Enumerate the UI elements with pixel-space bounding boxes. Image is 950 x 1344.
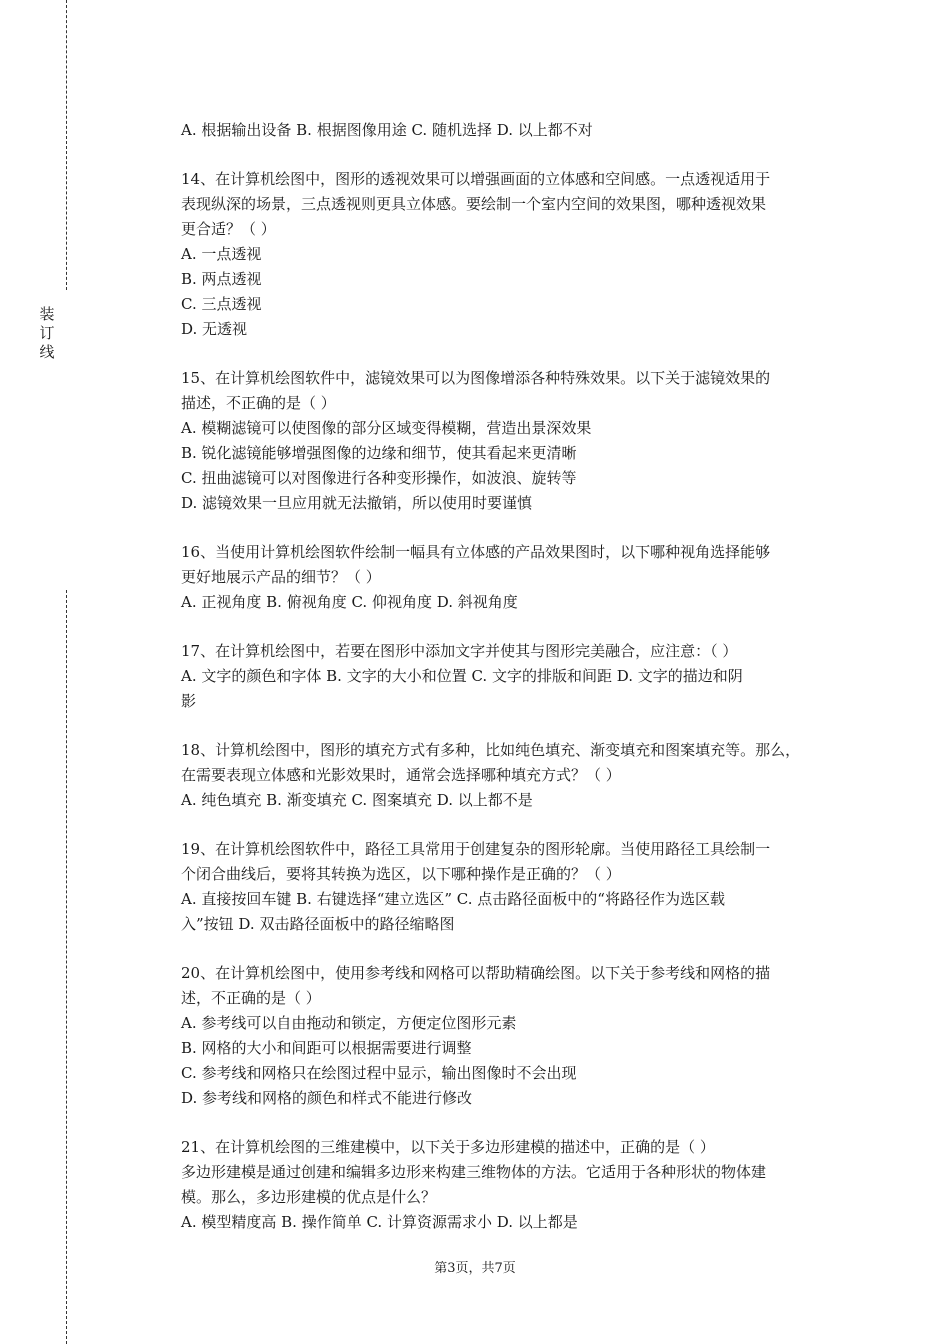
question-line: 17、在计算机绘图中，若要在图形中添加文字并使其与图形完美融合，应注意：（ ） (181, 642, 738, 660)
question-line: A. 正视角度 B. 俯视角度 C. 仰视角度 D. 斜视角度 (181, 593, 518, 611)
question-block (181, 118, 841, 143)
question-block (181, 837, 841, 937)
question-line: C. 参考线和网格只在绘图过程中显示，输出图像时不会出现 (181, 1064, 577, 1082)
question-line: A. 一点透视 (181, 245, 262, 263)
question-block (181, 540, 841, 615)
question-line: A. 根据输出设备 B. 根据图像用途 C. 随机选择 D. 以上都不对 (181, 121, 593, 139)
question-line: A. 模型精度高 B. 操作简单 C. 计算资源需求小 D. 以上都是 (181, 1213, 578, 1231)
question-line: C. 扭曲滤镜可以对图像进行各种变形操作，如波浪、旋转等 (181, 469, 577, 487)
question-line: 入”按钮 D. 双击路径面板中的路径缩略图 (181, 915, 455, 933)
question-line: A. 文字的颜色和字体 B. 文字的大小和位置 C. 文字的排版和间距 D. 文字的描边和阴 (181, 667, 743, 685)
binding-line-top (66, 0, 67, 290)
page-footer: 第3页，共7页 (434, 1261, 516, 1276)
question-block (181, 167, 841, 342)
question-line: 14、在计算机绘图中，图形的透视效果可以增强画面的立体感和空间感。一点透视适用于 (181, 170, 771, 188)
question-line: 描述，不正确的是（ ） (181, 394, 336, 412)
question-line: B. 网格的大小和间距可以根据需要进行调整 (181, 1039, 472, 1057)
question-line: 16、当使用计算机绘图软件绘制一幅具有立体感的产品效果图时，以下哪种视角选择能够 (181, 543, 771, 561)
question-line: A. 模糊滤镜可以使图像的部分区域变得模糊，营造出景深效果 (181, 419, 592, 437)
question-line: D. 滤镜效果一旦应用就无法撤销，所以使用时要谨慎 (181, 494, 533, 512)
question-line: A. 参考线可以自由拖动和锁定，方便定位图形元素 (181, 1014, 517, 1032)
question-line: 多边形建模是通过创建和编辑多边形来构建三维物体的方法。它适用于各种形状的物体建 (181, 1163, 767, 1181)
question-line: 述，不正确的是（ ） (181, 989, 321, 1007)
question-block (181, 639, 841, 714)
question-line: D. 无透视 (181, 320, 248, 338)
question-line: A. 直接按回车键 B. 右键选择“建立选区” C. 点击路径面板中的“将路径作为选区载 (181, 890, 725, 908)
exam-content (181, 118, 841, 1235)
question-line: 影 (181, 692, 197, 710)
question-line: 表现纵深的场景，三点透视则更具立体感。要绘制一个室内空间的效果图，哪种透视效果 (181, 195, 767, 213)
binding-label: 装订线 (39, 305, 55, 361)
question-line: 更合适？（ ） (181, 220, 276, 238)
question-line: A. 纯色填充 B. 渐变填充 C. 图案填充 D. 以上都不是 (181, 791, 533, 809)
question-line: 模。那么，多边形建模的优点是什么？ (181, 1188, 437, 1206)
question-line: B. 两点透视 (181, 270, 262, 288)
question-line: 15、在计算机绘图软件中，滤镜效果可以为图像增添各种特殊效果。以下关于滤镜效果的 (181, 369, 771, 387)
question-block (181, 1135, 841, 1235)
question-block (181, 738, 841, 813)
question-line: 20、在计算机绘图中，使用参考线和网格可以帮助精确绘图。以下关于参考线和网格的描 (181, 964, 771, 982)
question-line: 在需要表现立体感和光影效果时，通常会选择哪种填充方式？（ ） (181, 766, 621, 784)
question-block (181, 366, 841, 516)
question-line: D. 参考线和网格的颜色和样式不能进行修改 (181, 1089, 473, 1107)
question-line: 个闭合曲线后，要将其转换为选区，以下哪种操作是正确的？（ ） (181, 865, 621, 883)
question-line: B. 锐化滤镜能够增强图像的边缘和细节，使其看起来更清晰 (181, 444, 577, 462)
question-line: 18、计算机绘图中，图形的填充方式有多种，比如纯色填充、渐变填充和图案填充等。那么， (181, 741, 801, 759)
binding-line-bottom (66, 590, 67, 1344)
question-line: 21、在计算机绘图的三维建模中，以下关于多边形建模的描述中，正确的是（ ） (181, 1138, 715, 1156)
question-line: 19、在计算机绘图软件中，路径工具常用于创建复杂的图形轮廓。当使用路径工具绘制一 (181, 840, 771, 858)
question-line: 更好地展示产品的细节？（ ） (181, 568, 381, 586)
question-block (181, 961, 841, 1111)
question-line: C. 三点透视 (181, 295, 262, 313)
